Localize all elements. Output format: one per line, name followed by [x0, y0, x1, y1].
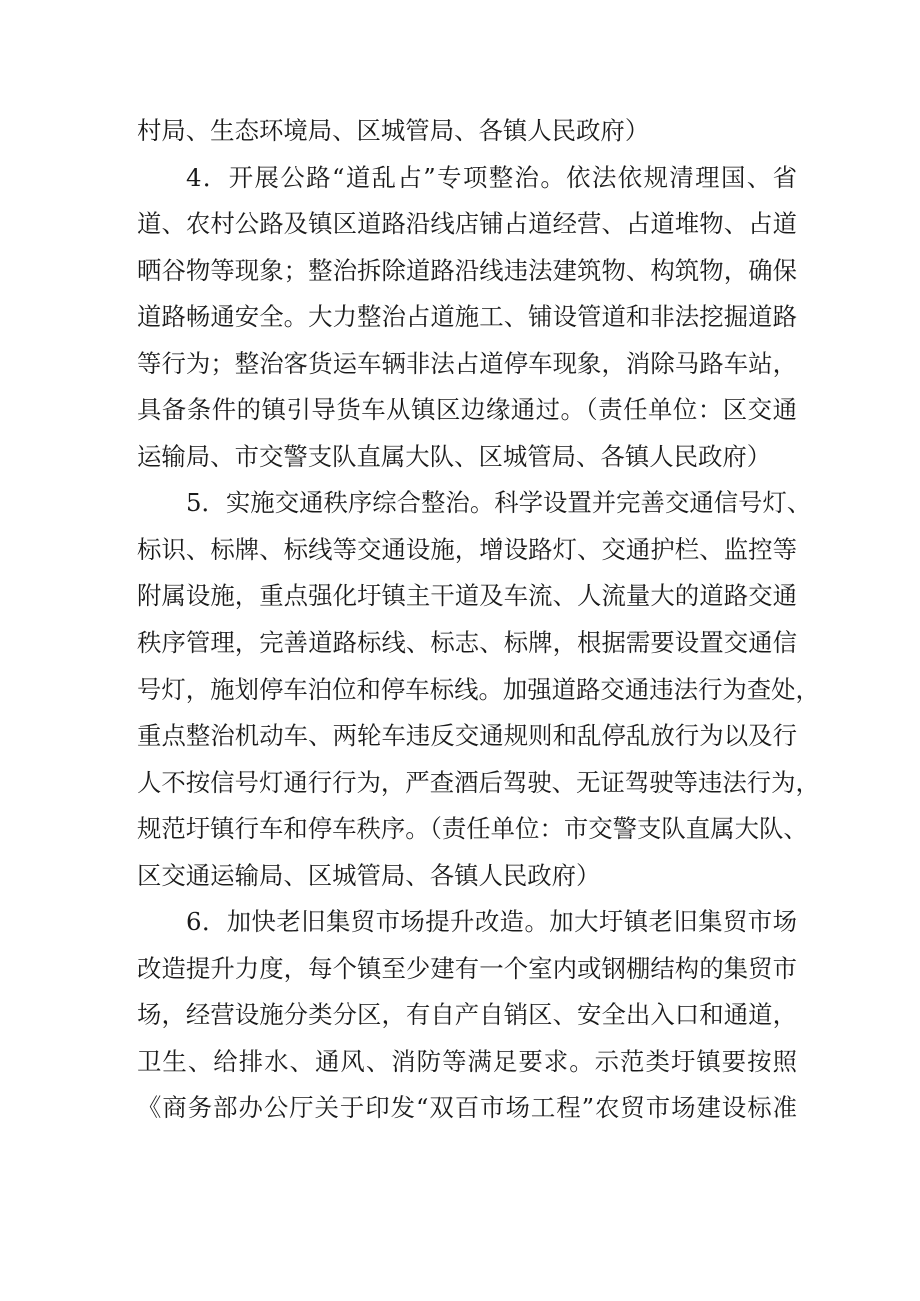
- text-line: 重点整治机动车、两轮车违反交通规则和乱停乱放行为以及行: [137, 721, 797, 751]
- text-line: 号灯，施划停车泊位和停车标线。加强道路交通违法行为查处，: [137, 674, 820, 704]
- text-line: 规范圩镇行车和停车秩序。（责任单位：市交警支队直属大队、: [137, 814, 808, 844]
- text-line: 道、农村公路及镇区道路沿线店铺占道经营、占道堆物、占道: [137, 209, 797, 239]
- text-line: 5．实施交通秩序综合整治。科学设置并完善交通信号灯、: [186, 488, 812, 518]
- text-line: 等行为；整治客货运车辆非法占道停车现象，消除马路车站，: [137, 348, 797, 378]
- text-line: 6．加快老旧集贸市场提升改造。加大圩镇老旧集贸市场: [186, 907, 797, 937]
- text-line: 附属设施，重点强化圩镇主干道及车流、人流量大的道路交通: [137, 581, 797, 611]
- document-body: [137, 108, 820, 1132]
- text-line: 人不按信号灯通行行为，严查酒后驾驶、无证驾驶等违法行为，: [137, 767, 820, 797]
- text-line: 村局、生态环境局、区城管局、各镇人民政府）: [137, 116, 650, 145]
- text-line: 4．开展公路“道乱占”专项整治。依法依规清理国、省: [186, 162, 797, 192]
- text-line: 运输局、市交警支队直属大队、区城管局、各镇人民政府）: [137, 441, 772, 471]
- text-line: 标识、标牌、标线等交通设施，增设路灯、交通护栏、监控等: [137, 534, 797, 564]
- text-line: 区交通运输局、区城管局、各镇人民政府）: [137, 860, 601, 890]
- text-line: 改造提升力度，每个镇至少建有一个室内或钢棚结构的集贸市: [137, 953, 797, 983]
- text-line: 卫生、给排水、通风、消防等满足要求。示范类圩镇要按照: [137, 1046, 797, 1076]
- text-line: 《商务部办公厅关于印发“双百市场工程”农贸市场建设标准: [137, 1093, 797, 1123]
- text-line: 秩序管理，完善道路标线、标志、标牌，根据需要设置交通信: [137, 628, 797, 658]
- text-line: 场，经营设施分类分区，有自产自销区、安全出入口和通道，: [137, 1000, 797, 1030]
- text-line: 具备条件的镇引导货车从镇区边缘通过。（责任单位：区交通: [137, 395, 797, 425]
- text-line: 道路畅通安全。大力整治占道施工、铺设管道和非法挖掘道路: [137, 302, 797, 332]
- text-line: 晒谷物等现象；整治拆除道路沿线违法建筑物、构筑物，确保: [137, 255, 797, 285]
